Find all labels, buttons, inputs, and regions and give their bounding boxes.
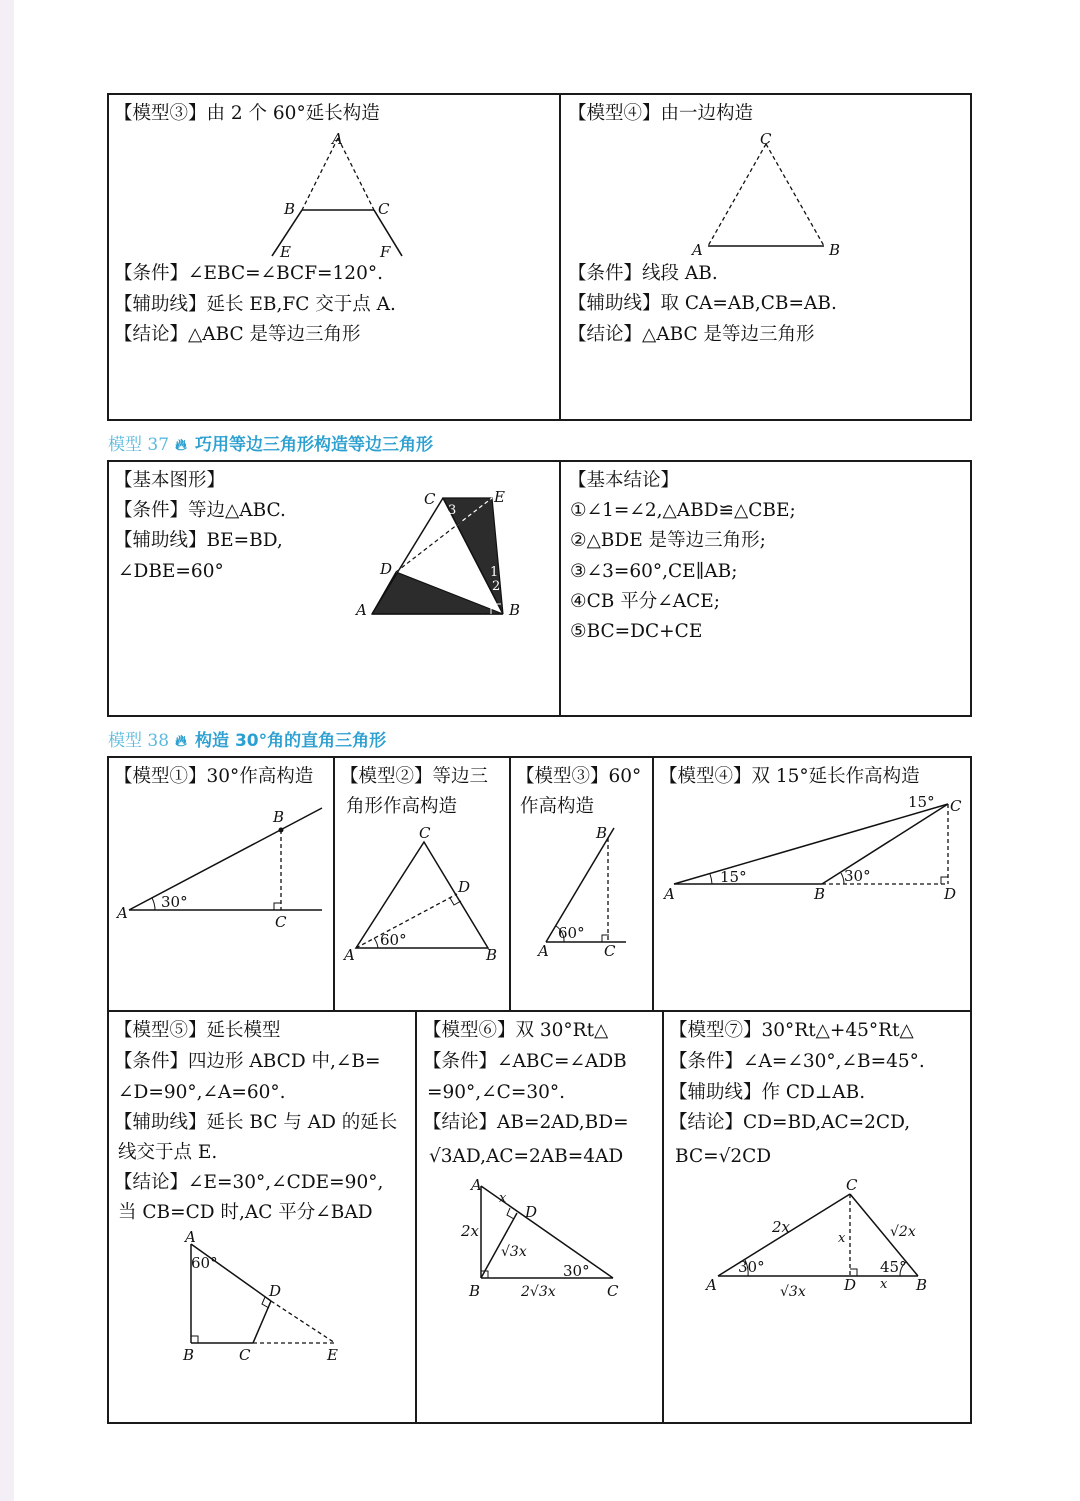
label-D: D <box>269 1282 282 1300</box>
s38-model7-line-5: BC=√2CD <box>675 1146 772 1167</box>
s38-model3-figure <box>530 820 645 965</box>
s37-conclusion-1: ①∠1=∠2,△ABD≌△CBE; <box>570 500 796 521</box>
s38-divider-5 <box>662 1010 664 1424</box>
s38-model5-line-4: 【辅助线】延长 BC 与 AD 的延长 <box>114 1112 398 1133</box>
s38-model6-line-4: 【结论】AB=2AD,BD= <box>423 1112 629 1133</box>
flame-icon: 🔥︎ <box>175 435 187 454</box>
label-x: x <box>880 1277 888 1292</box>
s37-figure <box>350 480 540 625</box>
s38-model5-line-3: ∠D=90°,∠A=60°. <box>118 1082 286 1103</box>
label-2x: 2x <box>772 1218 791 1236</box>
label-C: C <box>846 1176 858 1194</box>
s38-model2-title-1: 【模型②】等边三 <box>340 766 489 787</box>
label-A: A <box>332 130 343 148</box>
label-D: D <box>844 1276 857 1294</box>
s38-model4-title: 【模型④】双 15°延长作高构造 <box>659 766 920 787</box>
s37-basic-figure-heading: 【基本图形】 <box>114 470 226 491</box>
s38-model3-title-1: 【模型③】60° <box>516 766 642 787</box>
section-37-divider <box>559 460 561 717</box>
s38-divider-1 <box>333 756 335 1011</box>
label-A: A <box>471 1176 482 1194</box>
label-D: D <box>380 560 393 578</box>
label-A: A <box>538 942 549 960</box>
label-x: x <box>499 1191 507 1206</box>
page-margin-strip <box>0 0 14 1501</box>
label-30: 30° <box>563 1262 590 1280</box>
s38-model7-figure <box>700 1172 950 1302</box>
label-B: B <box>183 1346 195 1364</box>
model4-condition: 【条件】线段 AB. <box>568 263 718 284</box>
label-sqrt2x: √2x <box>890 1224 916 1240</box>
label-30: 30° <box>844 867 871 885</box>
s38-model1-figure <box>115 800 330 940</box>
s38-model2-title-2: 角形作高构造 <box>346 796 458 817</box>
s38-model6-figure <box>455 1172 635 1302</box>
label-A: A <box>706 1276 717 1294</box>
label-A: A <box>344 946 355 964</box>
s38-model5-line-2: 【条件】四边形 ABCD 中,∠B= <box>114 1051 381 1072</box>
label-C: C <box>760 130 772 148</box>
s38-model7-line-3: 【辅助线】作 CD⊥AB. <box>669 1082 866 1103</box>
label-B: B <box>486 946 498 964</box>
s37-aux-line: 【辅助线】BE=BD, <box>114 530 283 551</box>
s38-model5-line-1: 【模型⑤】延长模型 <box>114 1020 281 1041</box>
label-F: F <box>380 243 391 261</box>
s38-model2-figure <box>340 822 505 967</box>
label-C: C <box>275 913 287 931</box>
section-37-number: 模型 37 <box>108 435 170 455</box>
label-15-top: 15° <box>908 793 935 811</box>
top-box-divider <box>559 93 561 421</box>
label-45: 45° <box>880 1258 907 1276</box>
s37-conclusion-2: ②△BDE 是等边三角形; <box>570 530 766 551</box>
s37-conclusion-5: ⑤BC=DC+CE <box>570 621 703 642</box>
s38-model1-title: 【模型①】30°作高构造 <box>114 766 314 787</box>
model4-figure <box>680 128 860 263</box>
s37-condition: 【条件】等边△ABC. <box>114 500 286 521</box>
label-60: 60° <box>380 931 407 949</box>
s38-model5-line-5: 线交于点 E. <box>118 1142 218 1163</box>
label-B: B <box>273 808 285 826</box>
section-38-row-divider <box>107 1010 972 1012</box>
s38-divider-4 <box>415 1010 417 1424</box>
model3-title: 【模型③】由 2 个 60°延长构造 <box>114 103 380 124</box>
label-2x: 2x <box>461 1222 480 1240</box>
label-A: A <box>117 904 128 922</box>
model4-aux-line: 【辅助线】取 CA=AB,CB=AB. <box>568 293 837 314</box>
label-15: 15° <box>720 868 747 886</box>
label-C: C <box>424 490 436 508</box>
s37-aux-angle: ∠DBE=60° <box>118 561 224 582</box>
label-C: C <box>378 200 390 218</box>
s38-model6-line-5: √3AD,AC=2AB=4AD <box>429 1146 624 1167</box>
label-60: 60° <box>191 1254 218 1272</box>
section-37-heading <box>108 430 433 455</box>
label-sqrt3x: √3x <box>501 1244 527 1260</box>
model3-condition: 【条件】∠EBC=∠BCF=120°. <box>114 263 383 284</box>
label-30: 30° <box>738 1258 765 1276</box>
label-B: B <box>284 200 296 218</box>
label-30: 30° <box>161 893 188 911</box>
s38-model5-line-7: 当 CB=CD 时,AC 平分∠BAD <box>118 1202 373 1223</box>
label-3: 3 <box>448 503 457 518</box>
label-2sqrt3x: 2√3x <box>521 1284 556 1300</box>
label-C: C <box>419 824 431 842</box>
model3-figure <box>260 128 420 263</box>
s38-model7-line-2: 【条件】∠A=∠30°,∠B=45°. <box>669 1051 925 1072</box>
label-D: D <box>525 1203 538 1221</box>
s38-model3-title-2: 作高构造 <box>520 796 595 817</box>
label-C: C <box>607 1282 619 1300</box>
s38-divider-3 <box>652 756 654 1011</box>
label-D: D <box>458 878 471 896</box>
section-37-title: 巧用等边三角形构造等边三角形 <box>195 435 434 455</box>
model3-conclusion: 【结论】△ABC 是等边三角形 <box>114 324 361 345</box>
label-C: C <box>239 1346 251 1364</box>
s38-model7-line-1: 【模型⑦】30°Rt△+45°Rt△ <box>669 1020 914 1041</box>
label-2: 2 <box>492 579 501 594</box>
s38-divider-2 <box>509 756 511 1011</box>
s38-model4-figure <box>660 795 970 915</box>
section-38-title: 构造 30°角的直角三角形 <box>195 731 387 751</box>
label-sqrt3x: √3x <box>780 1284 806 1300</box>
model4-title: 【模型④】由一边构造 <box>568 103 754 124</box>
label-D: D <box>944 885 957 903</box>
label-A: A <box>356 601 367 619</box>
label-A: A <box>664 885 675 903</box>
section-38-number: 模型 38 <box>108 731 170 751</box>
label-C: C <box>950 797 962 815</box>
label-B: B <box>814 885 826 903</box>
label-E: E <box>327 1346 338 1364</box>
section-38-heading <box>108 726 386 751</box>
label-B: B <box>596 824 608 842</box>
label-E: E <box>280 243 291 261</box>
s38-model6-line-3: =90°,∠C=30°. <box>427 1082 566 1103</box>
label-A: A <box>692 241 703 259</box>
model4-conclusion: 【结论】△ABC 是等边三角形 <box>568 324 815 345</box>
s37-conclusion-heading: 【基本结论】 <box>568 470 680 491</box>
s38-model5-figure <box>175 1228 355 1368</box>
label-E: E <box>494 488 505 506</box>
label-60: 60° <box>558 924 585 942</box>
label-x-vertical: x <box>838 1231 846 1246</box>
s37-conclusion-4: ④CB 平分∠ACE; <box>570 591 720 612</box>
label-B: B <box>916 1276 928 1294</box>
label-B: B <box>829 241 841 259</box>
label-1: 1 <box>490 565 499 580</box>
label-C: C <box>604 942 616 960</box>
label-A: A <box>185 1228 196 1246</box>
model3-aux-line: 【辅助线】延长 EB,FC 交于点 A. <box>114 294 396 315</box>
s37-conclusion-3: ③∠3=60°,CE∥AB; <box>570 561 738 582</box>
s38-model5-line-6: 【结论】∠E=30°,∠CDE=90°, <box>114 1172 384 1193</box>
s38-model6-line-2: 【条件】∠ABC=∠ADB <box>423 1051 627 1072</box>
label-B: B <box>469 1282 481 1300</box>
label-B: B <box>509 601 521 619</box>
s38-model6-line-1: 【模型⑥】双 30°Rt△ <box>423 1020 609 1041</box>
s38-model7-line-4: 【结论】CD=BD,AC=2CD, <box>669 1112 911 1133</box>
flame-icon: 🔥︎ <box>175 731 187 750</box>
